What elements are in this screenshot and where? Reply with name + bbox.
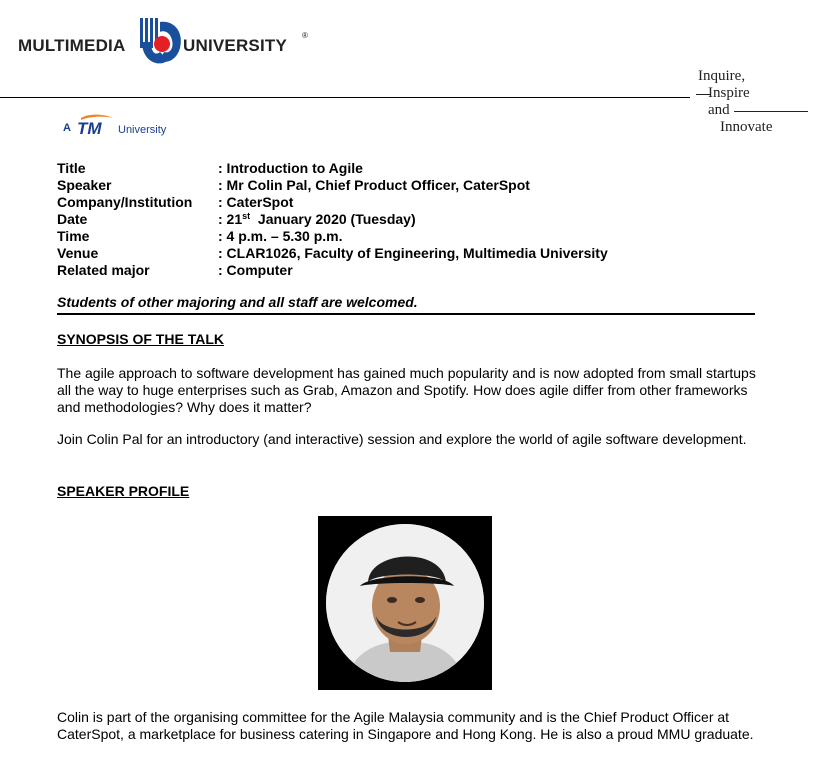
detail-label: Title [57,160,86,176]
speaker-photo [318,516,492,690]
detail-row-date [57,211,757,228]
talk-details [57,160,757,279]
logo-text-left: MULTIMEDIA [18,36,126,55]
synopsis-heading: SYNOPSIS OF THE TALK [57,331,224,347]
mmu-emblem-icon [138,18,184,68]
motto-line-2: Inspire [708,85,750,101]
motto-line-4: Innovate [720,119,773,135]
synopsis-paragraph: Join Colin Pal for an introductory (and interactive) session and explore the world of agile software development. [57,431,747,447]
speaker-portrait-icon [326,524,484,682]
motto-line-1: Inquire, [698,68,746,84]
registered-mark: ® [302,31,308,40]
tm-emblem-icon [71,114,115,136]
motto-rule [696,94,710,95]
detail-row-time [57,228,757,245]
speaker-profile-text: Colin is part of the organising committee for the Agile Malaysia community and is the Chief Product Officer at CaterSpot, a marketplace for business catering in Singapore and Hong Kong. He is also a proud MMU graduate. [57,709,754,742]
detail-row-speaker [57,177,757,194]
detail-value: : Computer [218,262,293,278]
detail-row-major [57,262,757,279]
date-ordinal: st [242,211,251,221]
detail-value: : 4 p.m. – 5.30 p.m. [218,228,343,244]
detail-value: : Mr Colin Pal, Chief Product Officer, CaterSpot [218,177,530,193]
detail-row-venue [57,245,757,262]
header-rule [0,97,690,98]
tm-brand-text: TM [77,119,102,136]
detail-value: : CaterSpot [218,194,294,210]
detail-label: Time [57,228,90,244]
detail-value [218,211,757,228]
tm-university-text: University [118,124,167,136]
detail-label: Related major [57,262,150,278]
motto-line-3: and [708,102,730,118]
motto [698,68,808,136]
detail-row-title [57,160,757,177]
synopsis-paragraph: The agile approach to software development has gained much popularity and is now adopted from small startups all the way to huge enterprises such as Grab, Amazon and Spotify. How does agile differ from other frameworks and methodologies? Why does it matter? [57,365,756,415]
speaker-profile-heading: SPEAKER PROFILE [57,483,190,499]
detail-label: Date [57,211,88,227]
logo-text-right: UNIVERSITY [183,36,288,55]
detail-label: Company/Institution [57,194,193,210]
date-day: : 21 [218,211,243,227]
detail-row-company [57,194,757,211]
welcome-note: Students of other majoring and all staff are welcomed. [57,294,755,315]
tm-logo-a: A [63,122,71,134]
detail-value: : Introduction to Agile [218,160,363,176]
detail-value: : CLAR1026, Faculty of Engineering, Multimedia University [218,245,608,261]
motto-rule [734,111,808,112]
date-rest: January 2020 (Tuesday) [250,211,416,227]
detail-label: Venue [57,245,99,261]
detail-label: Speaker [57,177,112,193]
speaker-photo-circle [326,524,484,682]
